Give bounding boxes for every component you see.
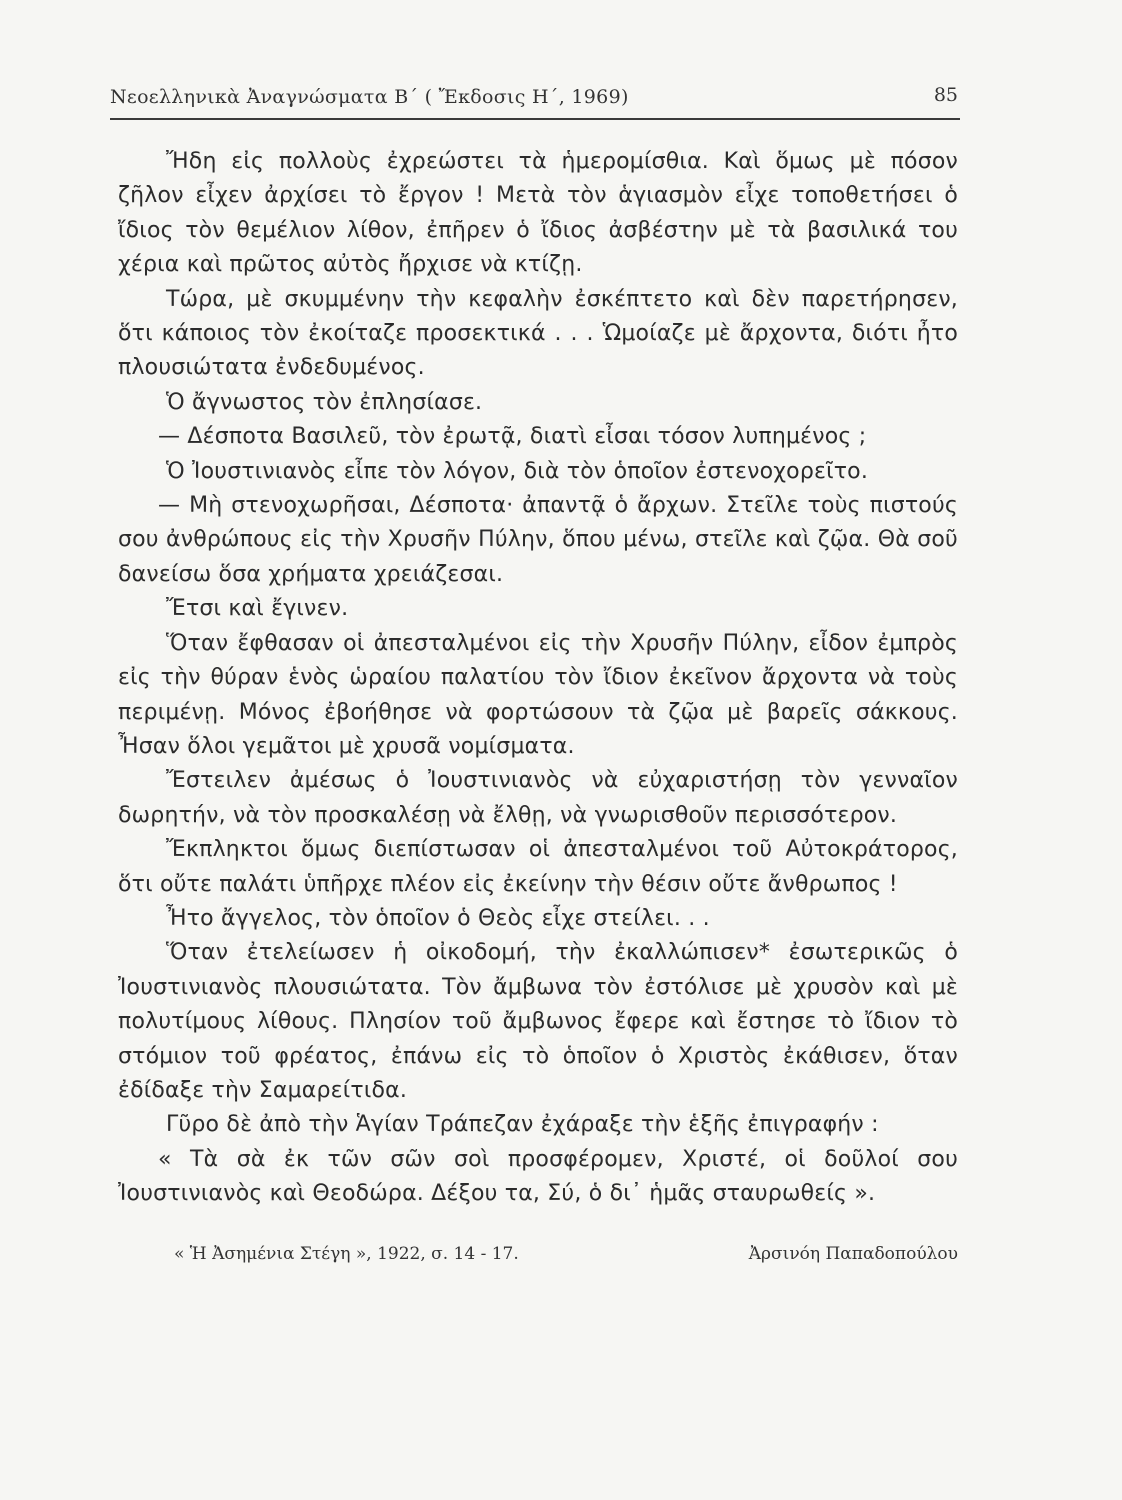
paragraph: Ἔστειλεν ἀμέσως ὁ Ἰουστινιανὸς νὰ εὐχαριστήσῃ τὸν γενναῖον δωρητήν, νὰ τὸν προσκαλέσῃ νὰ ἔλθῃ, νὰ γνωρισθοῦν περισσότερον. [118,768,958,828]
paragraph: Ὅταν ἔφθασαν οἱ ἀπεσταλμένοι εἰς τὴν Χρυσῆν Πύλην, εἶδον ἐμπρὸς εἰς τὴν θύραν ἑνὸς ὡραίου παλατίου τὸν ἴδιον ἐκεῖνον ἄρχοντα νὰ τοὺς περιμένῃ. Μόνος ἐβοήθησε νὰ φορτώσουν τὰ ζῷα μὲ βαρεῖς σάκκους. Ἦσαν ὅλοι γεμᾶτοι μὲ χρυσᾶ νομίσματα. [118,630,958,759]
header-title: Νεοελληνικὰ Ἀναγνώσματα Β΄ ( Ἔκδοσις Η΄, 1969) [110,86,629,108]
inscription-quote: « Τὰ σὰ ἐκ τῶν σῶν σοὶ προσφέρομεν, Χριστέ, οἱ δοῦλοί σου Ἰουστινιανὸς καὶ Θεοδώρα. Δέξου τα, Σύ, ὁ δι᾽ ἡμᾶς σταυρωθείς ». [118,1146,958,1207]
author-name: Ἀρσινόη Παπαδοπούλου [748,1244,958,1264]
paragraph: Ὅταν ἐτελείωσεν ἡ οἰκοδομή, τὴν ἐκαλλώπισεν* ἐσωτερικῶς ὁ Ἰουστινιανὸς πλουσιώτατα. Τὸν ἄμβωνα τὸν ἐστόλισε μὲ χρυσὸν καὶ μὲ πολυτίμους λίθους. Πλησίον τοῦ ἄμβωνος ἔφερε καὶ ἔστησε τὸ ἴδιον τὸ στόμιον τοῦ φρέατος, ἐπάνω εἰς τὸ ὁποῖον ὁ Χριστὸς ἐκάθισεν, ὅταν ἐδίδαξε τὴν Σαμαρείτιδα. [118,940,958,1103]
paragraph: Τώρα, μὲ σκυμμένην τὴν κεφαλὴν ἐσκέπτετο καὶ δὲν παρετήρησεν, ὅτι κάποιος τὸν ἐκοίταζε προσεκτικά . . . Ὡμοίαζε μὲ ἄρχοντα, διότι ἦτο πλουσιώτατα ἐνδεδυμένος. [118,286,958,381]
running-header [110,84,960,120]
paragraph: Ὁ ἄγνωστος τὸν ἐπλησίασε. [166,389,483,415]
paragraph: Ὁ Ἰουστινιανὸς εἶπε τὸν λόγον, διὰ τὸν ὁποῖον ἐστενοχορεῖτο. [166,458,869,484]
body-text [118,145,958,1212]
dialogue-line: — Μὴ στενοχωρῆσαι, Δέσποτα· ἀπαντᾷ ὁ ἄρχων. Στεῖλε τοὺς πιστούς σου ἀνθρώπους εἰς τὴν Χρυσῆν Πύλην, ὅπου μένω, στεῖλε καὶ ζῷα. Θὰ σοῦ δανείσω ὅσα χρήματα χρειάζεσαι. [118,493,958,587]
dialogue-line: — Δέσποτα Βασιλεῦ, τὸν ἐρωτᾷ, διατὶ εἶσαι τόσον λυπημένος ; [158,424,867,450]
paragraph: Ἦτο ἄγγελος, τὸν ὁποῖον ὁ Θεὸς εἶχε στείλει. . . [166,905,710,931]
paragraph: Ἔτσι καὶ ἔγινεν. [166,596,349,622]
citation-footer [118,1244,958,1274]
page-number: 85 [933,84,958,106]
paragraph: Γῦρο δὲ ἀπὸ τὴν Ἁγίαν Τράπεζαν ἐχάραξε τὴν ἑξῆς ἐπιγραφήν : [166,1112,879,1138]
source-citation: « Ἡ Ἀσημένια Στέγη », 1922, σ. 14 - 17. [174,1244,519,1264]
paragraph: Ἤδη εἰς πολλοὺς ἐχρεώστει τὰ ἡμερομίσθια. Καὶ ὅμως μὲ πόσον ζῆλον εἶχεν ἀρχίσει τὸ ἔργον ! Μετὰ τὸν ἁγιασμὸν εἶχε τοποθετήσει ὁ ἴδιος τὸν θεμέλιον λίθον, ἐπῆρεν ὁ ἴδιος ἀσβέστην μὲ τὰ βασιλικά του χέρια καὶ πρῶτος αὐτὸς ἤρχισε νὰ κτίζῃ. [118,149,958,278]
paragraph: Ἔκπληκτοι ὅμως διεπίστωσαν οἱ ἀπεσταλμένοι τοῦ Αὐτοκράτορος, ὅτι οὔτε παλάτι ὑπῆρχε πλέον εἰς ἐκείνην τὴν θέσιν οὔτε ἄνθρωπος ! [118,837,958,897]
